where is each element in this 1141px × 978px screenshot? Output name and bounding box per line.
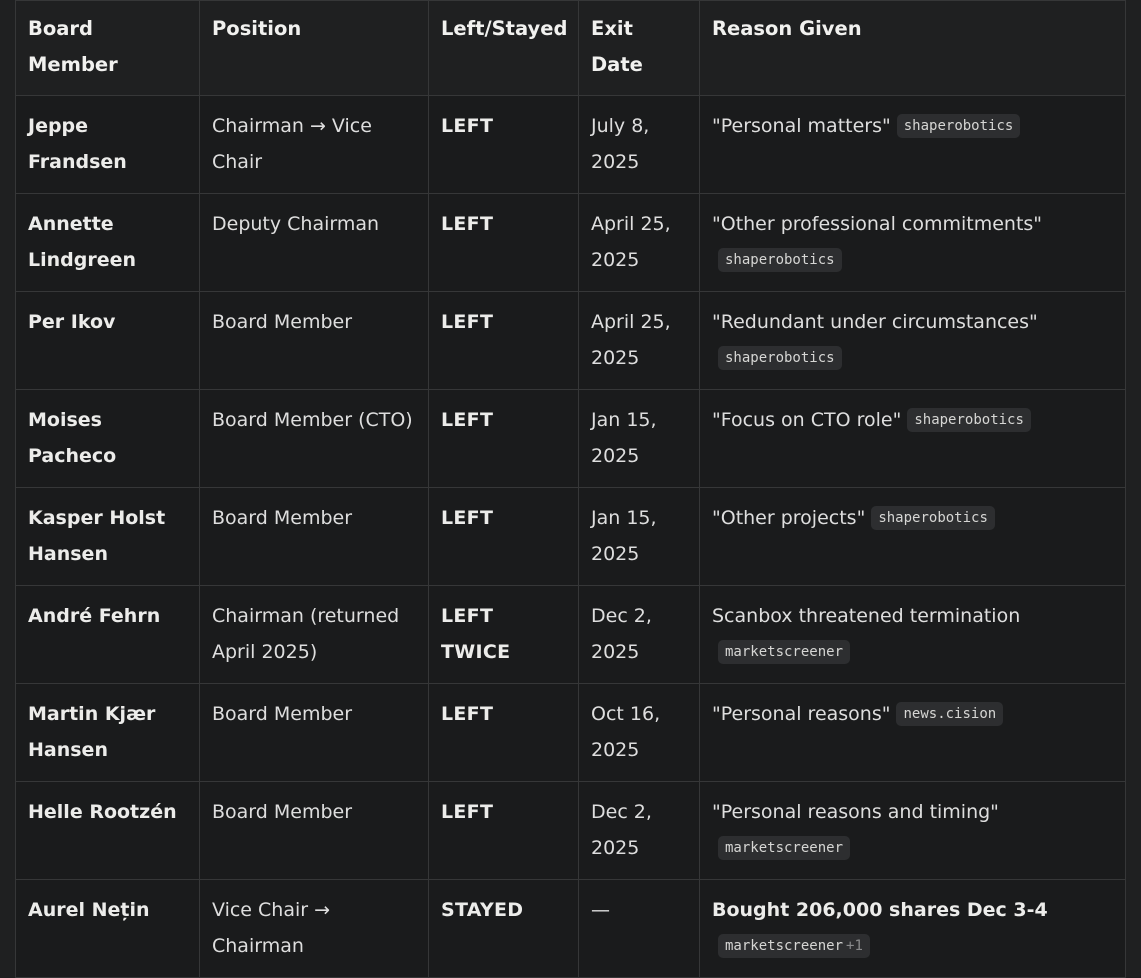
cell-board-member: Per Ikov — [16, 292, 200, 390]
cell-board-member: Jeppe Frandsen — [16, 96, 200, 194]
source-citation-chip[interactable] — [718, 934, 870, 958]
cell-board-member: André Fehrn — [16, 586, 200, 684]
cell-position: Chairman (returned April 2025) — [200, 586, 429, 684]
cell-position: Vice Chair → Chairman — [200, 880, 429, 978]
cell-exit-date: July 8, 2025 — [579, 96, 700, 194]
source-citation-chip[interactable] — [718, 346, 842, 370]
cell-exit-date: Dec 2, 2025 — [579, 586, 700, 684]
cell-reason — [700, 782, 1126, 880]
source-citation-chip[interactable] — [718, 836, 850, 860]
header-board-member: Board Member — [16, 1, 200, 96]
cell-position: Board Member — [200, 488, 429, 586]
cell-reason — [700, 292, 1126, 390]
cell-exit-date: April 25, 2025 — [579, 194, 700, 292]
source-label: marketscreener — [725, 644, 844, 660]
source-label: news.cision — [903, 706, 997, 722]
cell-status: LEFT — [429, 194, 579, 292]
cell-exit-date: April 25, 2025 — [579, 292, 700, 390]
extra-sources-count: +1 — [846, 938, 863, 954]
source-label: marketscreener — [725, 938, 844, 954]
board-members-table — [15, 0, 1126, 978]
table-body — [16, 96, 1126, 978]
header-position: Position — [200, 1, 429, 96]
cell-exit-date: Jan 15, 2025 — [579, 488, 700, 586]
table-row — [16, 684, 1126, 782]
cell-exit-date: Dec 2, 2025 — [579, 782, 700, 880]
header-exit-date: Exit Date — [579, 1, 700, 96]
cell-position: Board Member (CTO) — [200, 390, 429, 488]
cell-reason — [700, 488, 1126, 586]
cell-exit-date: — — [579, 880, 700, 978]
reason-text: "Other professional commitments" — [712, 213, 1043, 235]
table-row — [16, 586, 1126, 684]
cell-reason — [700, 586, 1126, 684]
reason-text: "Focus on CTO role" — [712, 409, 902, 431]
cell-position: Board Member — [200, 292, 429, 390]
source-citation-chip[interactable] — [718, 640, 850, 664]
source-citation-chip[interactable] — [871, 506, 995, 530]
reason-text: "Personal reasons and timing" — [712, 801, 999, 823]
cell-status: LEFT — [429, 390, 579, 488]
source-citation-chip[interactable] — [907, 408, 1031, 432]
cell-exit-date: Jan 15, 2025 — [579, 390, 700, 488]
reason-text: Scanbox threatened termination — [712, 605, 1021, 627]
table-row — [16, 488, 1126, 586]
table-row — [16, 880, 1126, 978]
cell-status: LEFT — [429, 782, 579, 880]
cell-board-member: Kasper Holst Hansen — [16, 488, 200, 586]
source-label: marketscreener — [725, 840, 844, 856]
cell-reason — [700, 684, 1126, 782]
cell-exit-date: Oct 16, 2025 — [579, 684, 700, 782]
reason-text: "Personal matters" — [712, 115, 891, 137]
board-table-container — [15, 0, 1125, 978]
source-label: shaperobotics — [878, 510, 988, 526]
table-row — [16, 292, 1126, 390]
source-citation-chip[interactable] — [718, 248, 842, 272]
cell-board-member: Annette Lindgreen — [16, 194, 200, 292]
cell-board-member: Helle Rootzén — [16, 782, 200, 880]
cell-reason — [700, 390, 1126, 488]
reason-text: Bought 206,000 shares Dec 3-4 — [712, 899, 1048, 921]
cell-board-member: Moises Pacheco — [16, 390, 200, 488]
cell-reason — [700, 880, 1126, 978]
header-left-stayed: Left/Stayed — [429, 1, 579, 96]
table-row — [16, 782, 1126, 880]
cell-status: LEFT — [429, 488, 579, 586]
source-label: shaperobotics — [914, 412, 1024, 428]
source-label: shaperobotics — [903, 118, 1014, 134]
cell-status: LEFT TWICE — [429, 586, 579, 684]
table-row — [16, 390, 1126, 488]
reason-text: "Personal reasons" — [712, 703, 891, 725]
source-citation-chip[interactable] — [896, 702, 1003, 726]
table-row — [16, 96, 1126, 194]
cell-board-member: Martin Kjær Hansen — [16, 684, 200, 782]
cell-position: Board Member — [200, 782, 429, 880]
source-label: shaperobotics — [725, 350, 835, 366]
reason-text: "Redundant under circumstances" — [712, 311, 1038, 333]
cell-status: LEFT — [429, 96, 579, 194]
cell-position: Deputy Chairman — [200, 194, 429, 292]
cell-status: LEFT — [429, 292, 579, 390]
cell-status: LEFT — [429, 684, 579, 782]
table-row — [16, 194, 1126, 292]
cell-board-member: Aurel Nețin — [16, 880, 200, 978]
source-label: shaperobotics — [725, 252, 835, 268]
reason-text: "Other projects" — [712, 507, 866, 529]
table-header — [16, 1, 1126, 96]
source-citation-chip[interactable] — [897, 114, 1021, 138]
header-reason-given: Reason Given — [700, 1, 1126, 96]
cell-status: STAYED — [429, 880, 579, 978]
cell-reason — [700, 96, 1126, 194]
cell-position: Chairman → Vice Chair — [200, 96, 429, 194]
cell-position: Board Member — [200, 684, 429, 782]
cell-reason — [700, 194, 1126, 292]
header-row — [16, 1, 1126, 96]
